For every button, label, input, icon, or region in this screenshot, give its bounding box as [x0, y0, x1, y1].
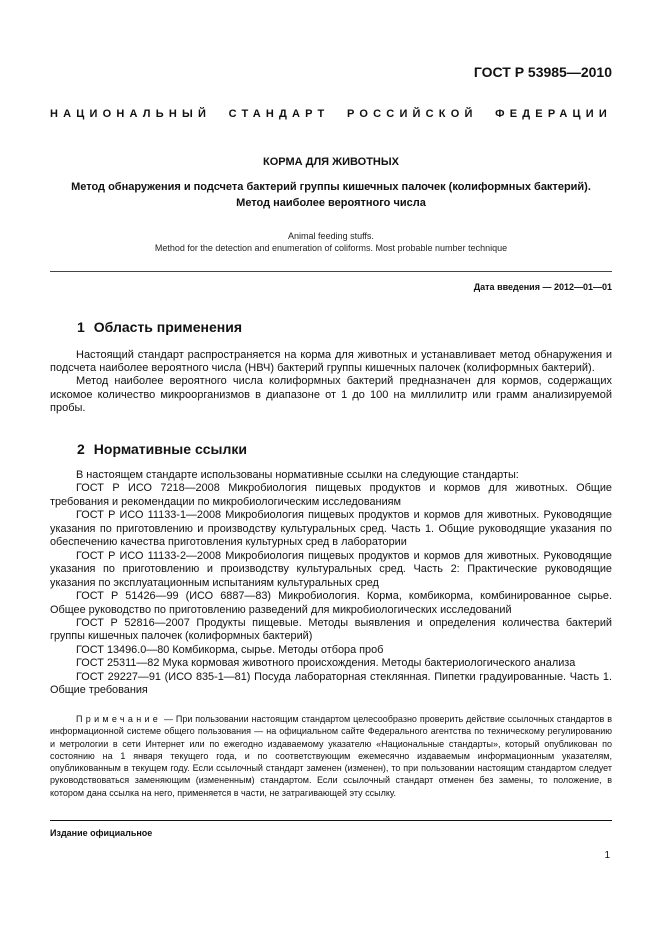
reference-item: ГОСТ Р ИСО 11133-2—2008 Микробиология пищевых продуктов и кормов для животных. Руководящие указания по приготовлению и производству культуральных сред. Часть 2: Практические руководящие указания по эксплуатационным испытаниям культуральных сред [50, 549, 612, 589]
document-title: КОРМА ДЛЯ ЖИВОТНЫХ [263, 156, 399, 168]
reference-item: ГОСТ 13496.0—80 Комбикорма, сырье. Методы отбора проб [76, 643, 384, 656]
section-2-heading [77, 441, 639, 457]
reference-item: ГОСТ 29227—91 (ИСО 835-1—81) Посуда лабораторная стеклянная. Пипетки градуированные. Часть 1. Общие требования [50, 670, 612, 697]
national-standard-banner [50, 108, 612, 120]
english-title [50, 230, 612, 254]
edition-label: Издание официальное [50, 828, 153, 838]
note [50, 713, 612, 799]
reference-item: ГОСТ Р 51426—99 (ИСО 6887—83) Микробиология. Корма, комбикорма, комбинированное сырье. Общее руководство по приготовлению разведений для микробиологических исследований [50, 590, 612, 616]
document-number: ГОСТ Р 53985—2010 [473, 64, 612, 80]
effective-date: Дата введения — 2012—01—01 [473, 282, 612, 292]
section-2-body [50, 469, 612, 698]
english-title-line: Method for the detection and enumeration of coliforms. Most probable number technique [154, 243, 508, 253]
section-number: 1 [77, 319, 85, 335]
footer-divider [50, 820, 612, 821]
paragraph: В настоящем стандарте использованы нормативные ссылки на следующие стандарты: [76, 469, 519, 481]
reference-item: ГОСТ 25311—82 Мука кормовая животного происхождения. Методы бактериологического анализа [76, 657, 576, 670]
note-text: — При пользовании настоящим стандартом целесообразно проверить действие ссылочных стандартов в информационной системе общего пользования — на официальном сайте Федерального агентства по техническому регулированию и метрологии в сети Интернет или по ежегодно издаваемому указателю «Национальные стандарты», который опубликован по состоянию на 1 января текущего года, и по соответствующим ежемесячно издаваемым информационным указателям, опубликованным в текущем году. Если ссылочный стандарт заменен (изменен), то при пользовании настоящим стандартом следует руководствоваться заменяющим (измененным) стандартом. Если ссылочный стандарт отменен без замены, то положение, в котором дана ссылка на него, применяется в части, не затрагивающей эту ссылку. [50, 714, 612, 798]
document-subtitle [50, 179, 612, 211]
reference-item: ГОСТ Р 52816—2007 Продукты пищевые. Методы выявления и определения количества бактерий группы кишечных палочек (колиформных бактерий) [50, 616, 612, 643]
subtitle-line: Метод обнаружения и подсчета бактерий группы кишечных палочек (колиформных бактерий). [71, 181, 591, 193]
banner-word: СТАНДАРТ [228, 108, 330, 120]
english-title-line: Animal feeding stuffs. [288, 231, 374, 241]
section-1-body [50, 349, 612, 415]
section-number: 2 [77, 441, 85, 457]
section-title: Область применения [93, 319, 243, 335]
section-title: Нормативные ссылки [93, 441, 247, 457]
paragraph: Метод наиболее вероятного числа колиформных бактерий предназначен для кормов, содержащих искомое количество микроорганизмов в диапазоне от 1 до 100 на миллилитр или грамм анализируемой пробы. [50, 375, 612, 414]
reference-item: ГОСТ Р ИСО 7218—2008 Микробиология пищевых продуктов и кормов для животных. Общие требования и рекомендации по микробиологическим исследованиям [50, 482, 612, 508]
note-label: Примечание [76, 714, 162, 724]
paragraph: Настоящий стандарт распространяется на корма для животных и устанавливает метод обнаружения и подсчета наиболее вероятного числа (НВЧ) бактерий группы кишечных палочек (колиформных бактерий). [50, 349, 612, 375]
page-number: 1 [604, 850, 610, 861]
section-1-heading [77, 319, 639, 335]
banner-word: НАЦИОНАЛЬНЫЙ [50, 108, 212, 120]
divider [50, 271, 612, 272]
subtitle-line: Метод наиболее вероятного числа [236, 197, 426, 209]
reference-item: ГОСТ Р ИСО 11133-1—2008 Микробиология пищевых продуктов и кормов для животных. Руководящие указания по приготовлению и производству культуральных сред. Часть 1. Общие руководящие указания по обеспечению качества приготовления культурных сред в лаборатории [50, 509, 612, 549]
banner-word: РОССИЙСКОЙ [347, 108, 478, 120]
banner-word: ФЕДЕРАЦИИ [495, 108, 612, 120]
